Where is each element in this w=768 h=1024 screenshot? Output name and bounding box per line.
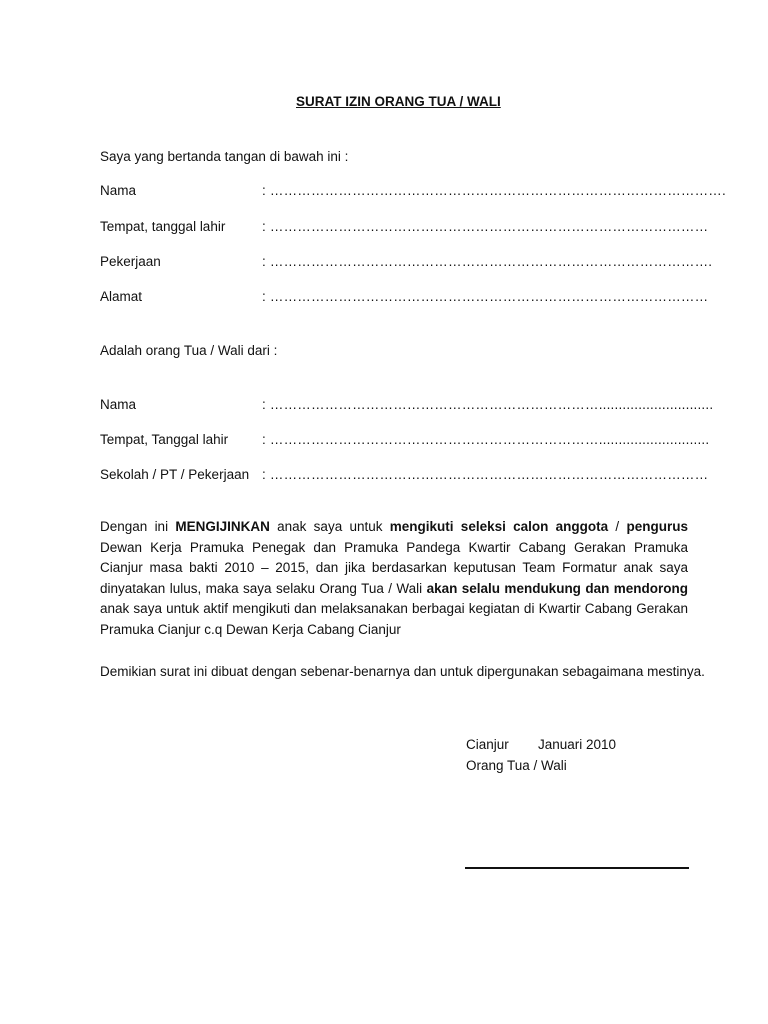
closing-text: Demikian surat ini dibuat dengan sebenar-benarnya dan untuk dipergunakan sebagaimana mestinya.: [100, 664, 705, 679]
child-intro-text: Adalah orang Tua / Wali dari :: [100, 343, 278, 358]
signature-date: Januari 2010: [538, 737, 617, 752]
parent-job-field: : …………………………………………………………………………………….: [262, 254, 713, 269]
permission-paragraph: [100, 517, 688, 640]
child-school-field: : ……………………………………………………………………………………: [262, 467, 709, 482]
para-bold-seleksi: mengikuti seleksi calon anggota: [389, 519, 609, 534]
child-school-label: Sekolah / PT / Pekerjaan: [100, 467, 250, 482]
para-bold-pengurus: pengurus: [626, 519, 688, 534]
signature-line: [465, 867, 689, 869]
para-text-3: /: [608, 519, 627, 534]
para-text-2: anak saya untuk: [269, 519, 390, 534]
signature-role: Orang Tua / Wali: [466, 758, 567, 773]
para-bold-mendukung: akan selalu mendukung dan mendorong: [426, 580, 688, 596]
child-name-label: Nama: [100, 397, 137, 412]
letter-title: SURAT IZIN ORANG TUA / WALI: [296, 94, 501, 109]
parent-birth-label: Tempat, tanggal lahir: [100, 219, 226, 234]
parent-job-label: Pekerjaan: [100, 254, 161, 269]
para-text-1: Dengan ini: [100, 519, 176, 534]
intro-text: Saya yang bertanda tangan di bawah ini :: [100, 149, 349, 164]
parent-name-field: : ……………………………………………………………………………………….: [262, 183, 726, 198]
signature-city: Cianjur: [466, 737, 509, 752]
child-name-field: : ……………………………………………………………….............................: [262, 397, 714, 412]
parent-name-label: Nama: [100, 183, 137, 198]
para-text-5: anak saya untuk aktif mengikuti dan melaksanakan berbagai kegiatan di Kwartir Cabang Gerakan Pramuka Cianjur c.q Dewan Kerja Cabang Cianjur: [100, 601, 688, 637]
child-birth-label: Tempat, Tanggal lahir: [100, 432, 229, 447]
para-bold-mengijinkan: MENGIJINKAN: [175, 519, 270, 534]
parent-address-field: : ……………………………………………………………………………………: [262, 289, 709, 304]
parent-address-label: Alamat: [100, 289, 143, 304]
parent-birth-field: : ……………………………………………………………………………………: [262, 219, 709, 234]
child-birth-field: : ………………………………………………………………............................: [262, 432, 710, 447]
para-text-4: Dewan Kerja Pramuka Penegak dan Pramuka Pandega Kwartir Cabang Gerakan Pramuka Cianjur masa bakti 2010 – 2015, dan jika berdasarkan keputusan Team Formatur anak saya dinyatakan lulus, maka saya selaku Orang Tua / Wali: [100, 539, 688, 596]
